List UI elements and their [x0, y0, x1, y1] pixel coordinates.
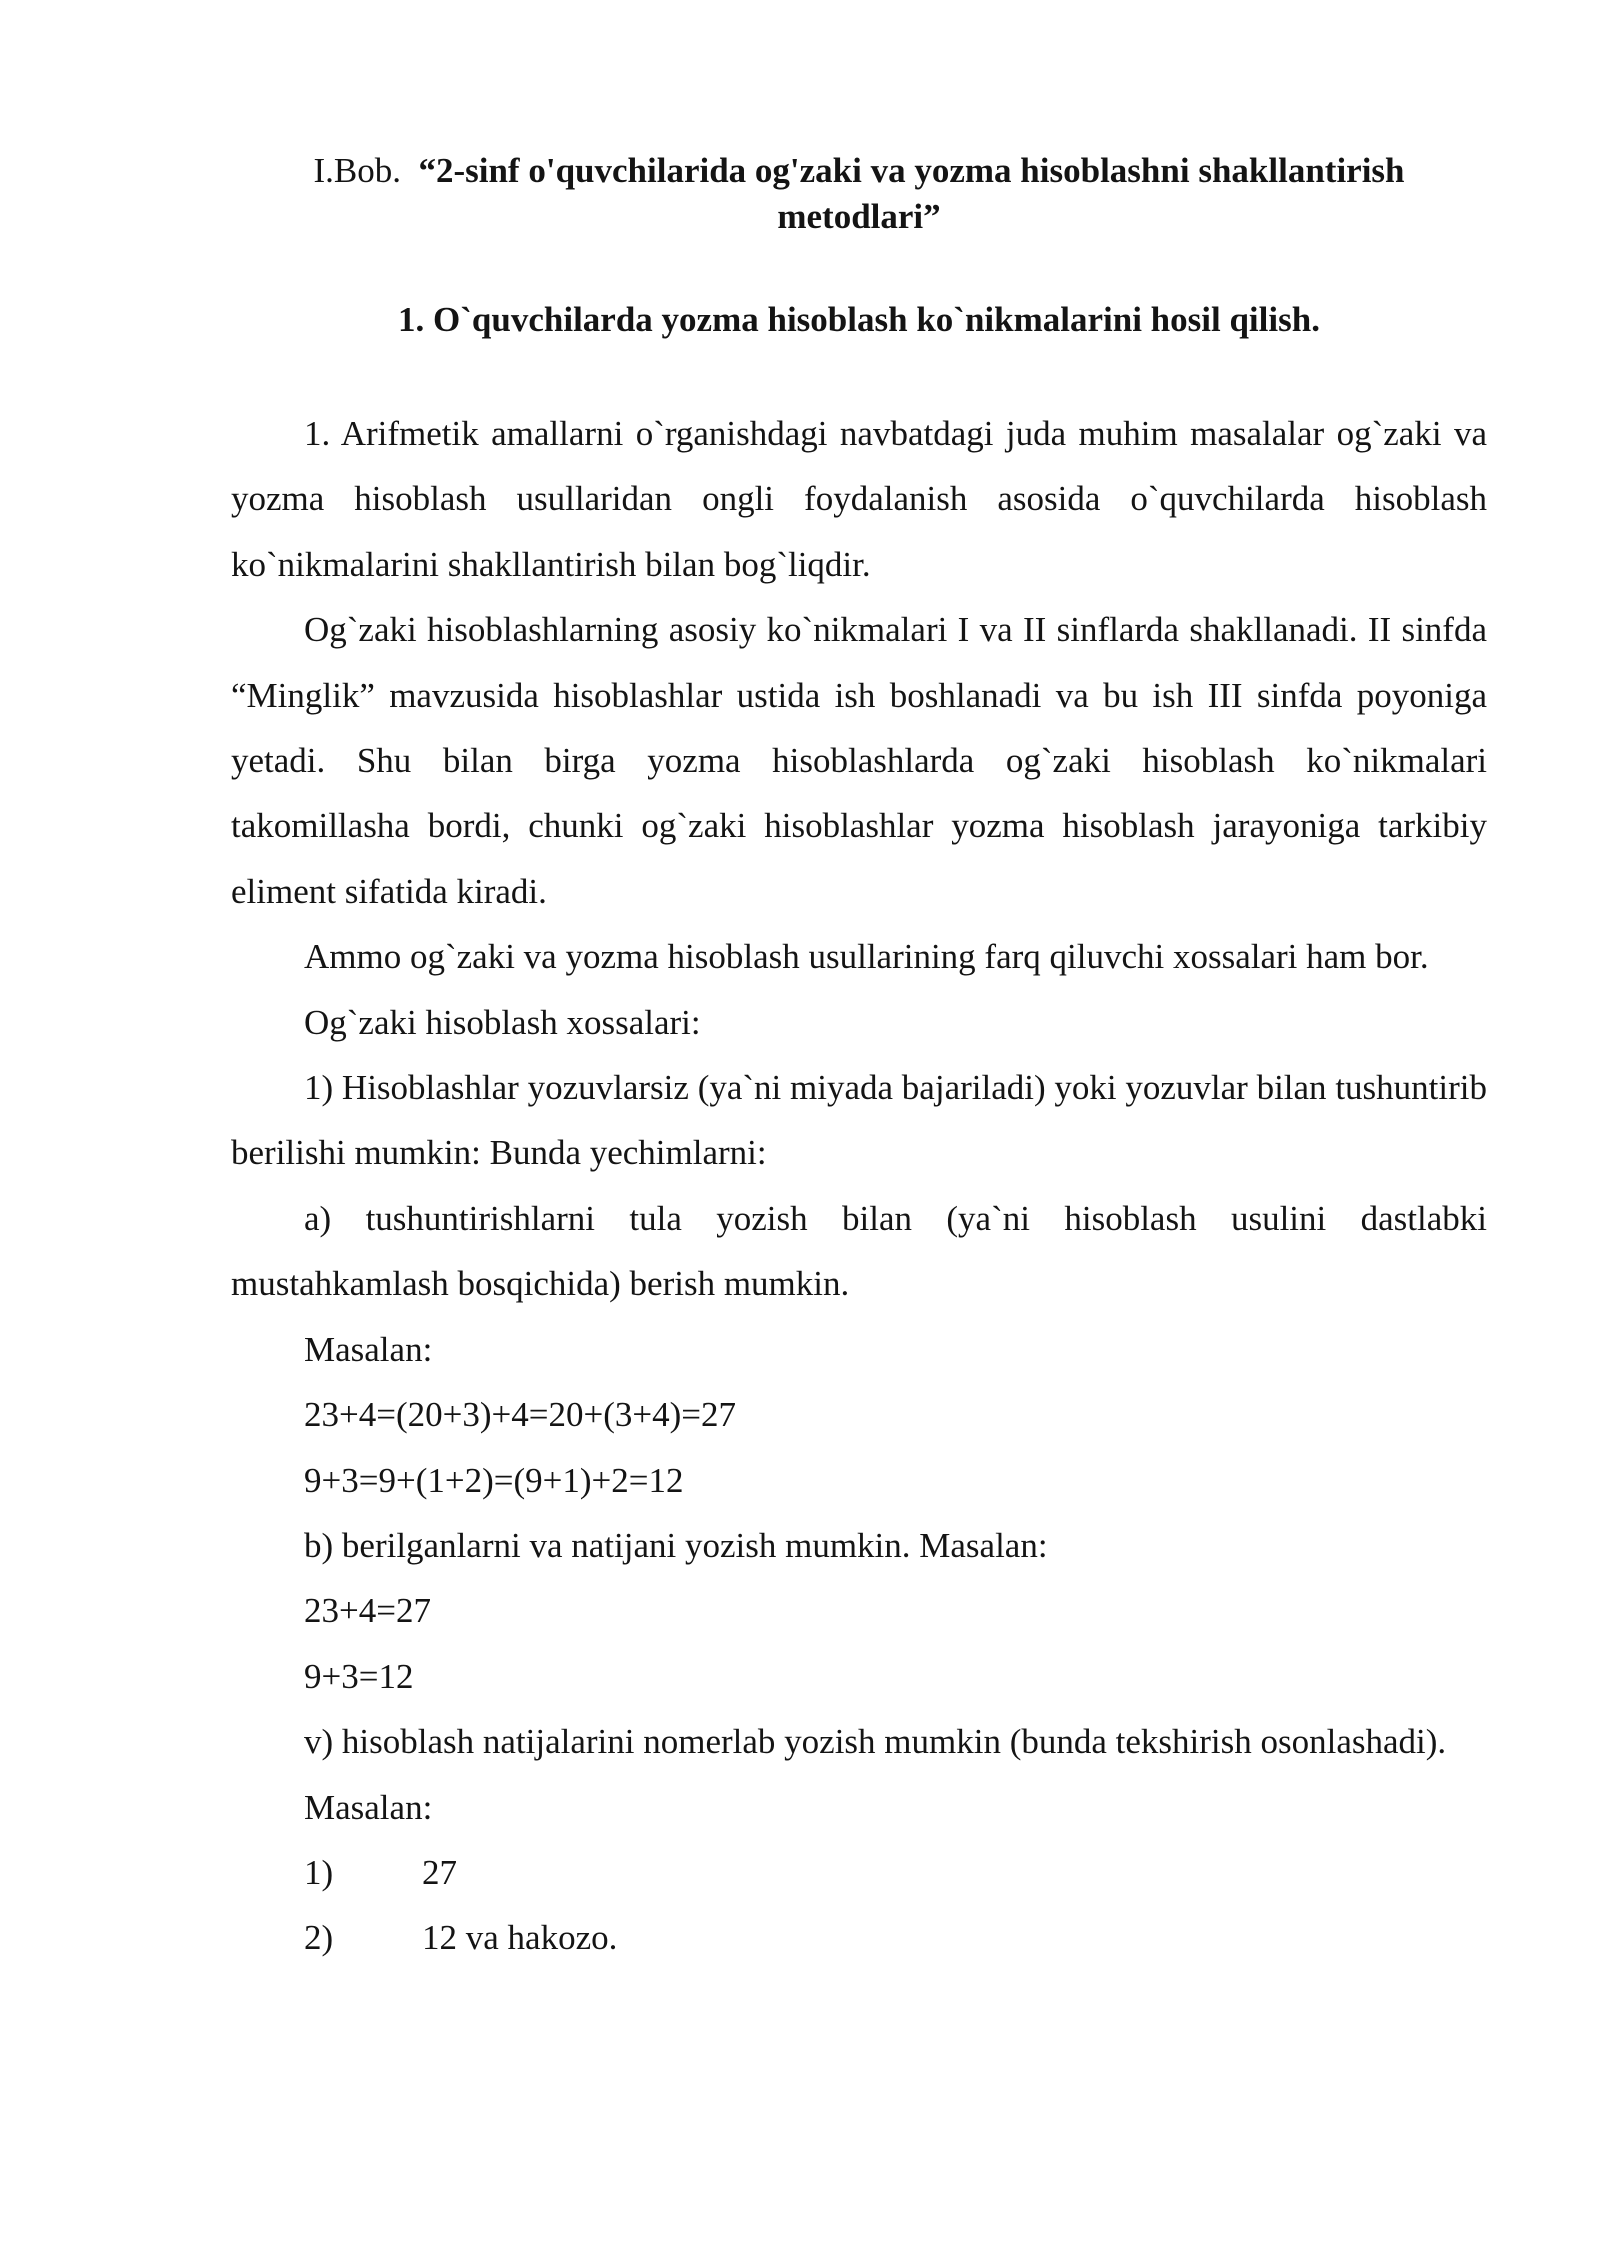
document-body — [231, 401, 1487, 1971]
paragraph: Og`zaki hisoblash xossalari: — [304, 1002, 701, 1042]
chapter-title — [231, 148, 1487, 240]
section-title: 1. O`quvchilarda yozma hisoblash ko`nikmalarini hosil qilish. — [398, 300, 1320, 339]
paragraph: Og`zaki hisoblashlarning asosiy ko`nikmalari I va II sinflarda shakllanadi. II sinfda “Minglik” mavzusida hisoblashlar ustida ish boshlanadi va bu ish III sinfda poyoniga yetadi. Shu bilan birga yozma hisoblashlarda og`zaki hisoblash ko`nikmalari takomillasha bordi, chunki og`zaki hisoblashlar yozma hisoblash jarayoniga tarkibiy eliment sifatida kiradi. — [231, 610, 1487, 911]
formula-line: 23+4=(20+3)+4=20+(3+4)=27 — [304, 1395, 737, 1435]
formula-line: 9+3=12 — [304, 1656, 414, 1696]
item-text: 27 — [422, 1852, 457, 1892]
paragraph: 1. Arifmetik amallarni o`rganishdagi navbatdagi juda muhim masalalar og`zaki va yozma hisoblash usullaridan ongli foydalanish asosida o`quvchilarda hisoblash ko`nikmalarini shakllantirish bilan bog`liqdir. — [231, 414, 1487, 584]
paragraph: a) tushuntirishlarni tula yozish bilan (ya`ni hisoblash usulini dastlabki mustahkamlash bosqichida) berish mumkin. — [231, 1198, 1487, 1304]
formula-line: 23+4=27 — [304, 1591, 431, 1631]
chapter-prefix: I.Bob. — [313, 151, 401, 190]
item-text: 12 va hakozo. — [422, 1918, 618, 1958]
paragraph: 1) Hisoblashlar yozuvlarsiz (ya`ni miyada bajariladi) yoki yozuvlar bilan tushuntirib berilishi mumkin: Bunda yechimlarni: — [231, 1068, 1487, 1173]
chapter-title-line2: metodlari” — [777, 197, 941, 236]
paragraph: Masalan: — [304, 1329, 433, 1369]
item-number: 1) — [304, 1852, 334, 1892]
paragraph: Masalan: — [304, 1787, 433, 1827]
paragraph: b) berilganlarni va natijani yozish mumkin. Masalan: — [304, 1525, 1048, 1565]
paragraph: v) hisoblash natijalarini nomerlab yozish mumkin (bunda tekshirish osonlashadi). — [304, 1722, 1447, 1762]
formula-line: 9+3=9+(1+2)=(9+1)+2=12 — [304, 1460, 684, 1500]
item-number: 2) — [304, 1918, 334, 1958]
numbered-item — [231, 1905, 1487, 1970]
chapter-title-line1: “2-sinf o'quvchilarida og'zaki va yozma hisoblashni shakllantirish — [418, 151, 1405, 190]
paragraph: Ammo og`zaki va yozma hisoblash usullarining farq qiluvchi xossalari ham bor. — [304, 937, 1429, 977]
numbered-item — [231, 1840, 1487, 1905]
